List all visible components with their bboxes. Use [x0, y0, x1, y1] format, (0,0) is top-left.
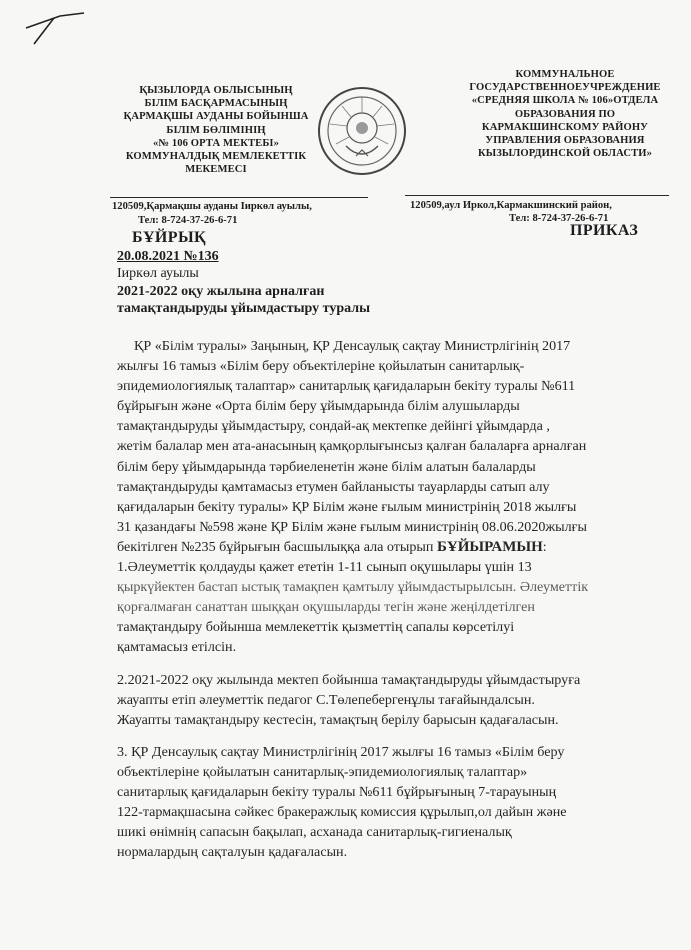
phone-left: Тел: 8-724-37-26-6-71: [138, 215, 238, 226]
header-left-line: КОММУНАЛДЫҚ МЕМЛЕКЕТТІК: [125, 151, 307, 163]
item3-line: 122-тармақшасына сәйкес бракеражлық комиссия құрылып,ол дайын және: [117, 804, 567, 821]
address-right: 120509,аул Иркол,Кармакшинский район,: [410, 200, 612, 211]
item2-line: 2.2021-2022 оқу жылында мектеп бойынша тамақтандыруды ұйымдастыруға: [117, 671, 581, 688]
state-emblem-icon: [316, 84, 408, 178]
item3-line: нормалардың сақталуын қадағаласын.: [117, 844, 348, 861]
order-title-kz: БҰЙРЫҚ: [132, 229, 207, 246]
order-date-number: 20.08.2021 №136: [117, 249, 219, 264]
header-left-line: ҚЫЗЫЛОРДА ОБЛЫСЫНЫҢ: [139, 85, 293, 96]
preamble-line: 31 қазандағы №598 және ҚР Білім және ғылым министрінің 08.06.2020жылғы: [117, 518, 587, 535]
header-right-line: ОБРАЗОВАНИЯ ПО: [514, 108, 616, 120]
header-divider-right: [405, 195, 669, 196]
preamble-line-last: [117, 537, 637, 557]
order-keyword: БҰЙЫРАМЫН: [436, 538, 543, 555]
item1-line: қыркүйектен бастап ыстық тамақпен қамтылу ұйымдастырылсын. Әлеуметтік: [117, 579, 589, 596]
header-divider-left: [110, 197, 368, 198]
item2-line: Жауапты тамақтандыру кестесін, тамақтың берілу барысын қадағаласын.: [117, 711, 559, 728]
header-right-institution: [452, 68, 678, 160]
preamble-line: бұйрығын және «Орта білім беру ұйымдарында білім алушыларды: [117, 398, 520, 415]
header-right-line: КАРМАКШИНСКОМУ РАЙОНУ: [481, 121, 649, 133]
item1-line: қамтамасыз етілсін.: [117, 639, 237, 656]
order-body: [117, 336, 637, 862]
item3-line: шикі өнімнің сапасын бақылап, асханада санитарлық-гигиеналық: [117, 824, 512, 841]
item3-line: санитарлық қағидаларын бекіту туралы №611 бұйрығының 7-тарауының: [117, 783, 557, 800]
order-title-ru: ПРИКАЗ: [570, 222, 639, 239]
preamble-line: тамақтандыруды қамтамасыз етумен байланысты тауарларды сатып алу: [117, 478, 550, 495]
header-left-line: ҚАРМАҚШЫ АУДАНЫ БОЙЫНША: [123, 111, 309, 123]
preamble-line: эпидемиологиялық талаптар» санитарлық қағидаларын бекіту туралы №611: [117, 378, 576, 395]
preamble-colon: :: [542, 538, 547, 555]
header-left-institution: [96, 84, 336, 176]
header-right-line: УПРАВЛЕНИЯ ОБРАЗОВАНИЯ: [485, 135, 645, 147]
item1-line: тамақтандыру бойынша мемлекеттік қызметтің сапалы көрсетілуі: [117, 619, 515, 636]
subject-line: 2021-2022 оқу жылына арналған: [117, 284, 325, 299]
item3-line: объектілеріне қойылатын санитарлық-эпидемиологиялық талаптар»: [117, 763, 528, 780]
header-left-line: «№ 106 ОРТА МЕКТЕБІ»: [152, 137, 280, 149]
header-right-line: КЫЗЫЛОРДИНСКОЙ ОБЛАСТИ»: [477, 148, 653, 160]
preamble-line: қағидаларын бекіту туралы» ҚР Білім және ғылым министрінің 2018 жылғы: [117, 498, 577, 515]
header-left-line: БІЛІМ БӨЛІМІНІҢ: [166, 124, 266, 136]
header-right-line: ГОСУДАРСТВЕННОЕУЧРЕЖДЕНИЕ: [469, 82, 661, 94]
order-subject: [117, 283, 370, 317]
item1-line: қорғалмаған санаттан шыққан оқушыларды тегін және жеңілдетілген: [117, 599, 535, 616]
item1-line: 1.Әлеуметтік қолдауды қажет ететін 1-11 сынып оқушылары үшін 13: [117, 559, 532, 576]
item3-line: 3. ҚР Денсаулық сақтау Министрлігінің 2017 жылғы 16 тамыз «Білім беру: [117, 743, 565, 760]
preamble-line: жетім балалар мен ата-анасының қамқорлығынсыз қалған балаларға арналған: [117, 438, 587, 455]
header-right-line: КОММУНАЛЬНОЕ: [515, 69, 615, 80]
header-right-line: «СРЕДНЯЯ ШКОЛА № 106»ОТДЕЛА: [471, 95, 659, 107]
header-left-line: БІЛІМ БАСҚАРМАСЫНЫҢ: [144, 98, 288, 110]
header-left-line: МЕКЕМЕСІ: [185, 164, 247, 176]
handwritten-mark: [24, 10, 94, 50]
address-left: 120509,Қармақшы ауданы Іиркөл ауылы,: [112, 201, 312, 212]
preamble-line: тамақтандыруды ұйымдастыру, сондай-ақ мектепке дейінгі ұйымдарда ,: [117, 418, 550, 435]
preamble-line: жылғы 16 тамыз «Білім беру объектілеріне қойылатын санитарлық-: [117, 358, 525, 375]
preamble-line: білім беру ұйымдарында тәрбиеленетін және білім алатын балаларды: [117, 458, 536, 475]
item2-line: жауапты етіп әлеуметтік педагог С.Төлепебергенұлы тағайындалсын.: [117, 691, 535, 708]
preamble-line: ҚР «Білім туралы» Заңының, ҚР Денсаулық сақтау Министрлігінің 2017: [134, 338, 571, 354]
phone-right: Тел: 8-724-37-26-6-71: [509, 213, 609, 224]
order-location: Іиркөл ауылы: [117, 266, 199, 281]
subject-line: тамақтандыруды ұйымдастыру туралы: [117, 301, 371, 316]
preamble-last-text: бекітілген №235 бұйрығын басшылыққа ала отырып: [117, 538, 437, 555]
